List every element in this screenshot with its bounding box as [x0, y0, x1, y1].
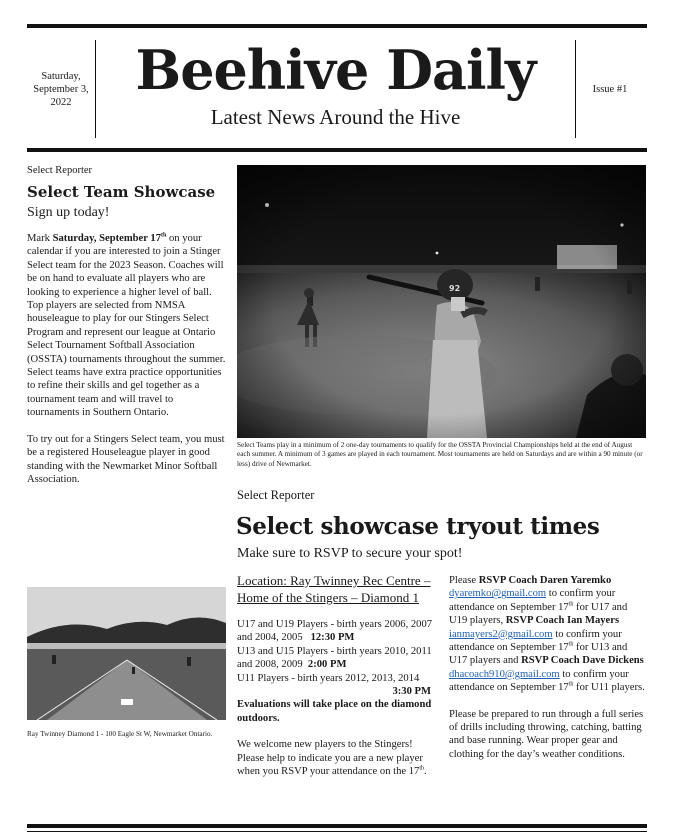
schedule-u17: U17 and U19 Players - birth years 2006, 2007 and 2004, 2005 12:30 PM [237, 619, 433, 644]
diamond-photo [27, 587, 226, 720]
schedule-list [237, 618, 437, 725]
welcome-paragraph: We welcome new players to the Stingers! Please help to indicate you are a new player when you RSVP your attendance on the 17th. [237, 739, 427, 778]
left-byline: Select Reporter [27, 165, 93, 176]
diamond-photo-caption: Ray Twinney Diamond 1 - 100 Eagle St W, Newmarket Ontario. [27, 730, 213, 738]
schedule-u13: U13 and U15 Players - birth years 2010, 2011 and 2008, 2009 2:00 PM [237, 645, 432, 671]
schedule-u11: U11 Players - birth years 2012, 2013, 2014 [237, 672, 420, 684]
date-line-3: 2022 [50, 97, 72, 108]
email-link-mayers[interactable]: ianmayers2@gmail.com [449, 628, 553, 640]
left-article [27, 164, 227, 486]
masthead-title: Beehive Daily [135, 38, 536, 102]
masthead-subtitle: Latest News Around the Hive [210, 105, 461, 129]
batter-photo-caption: Select Teams play in a minimum of 2 one-day tournaments to qualify for the OSSTA Provincial Championships held at the end of August each summer. A minimum of 3 games are played in each tournament. Most tournaments are held on Saturdays and are within a 90 minute (or less) drive of Newmarket. [237, 441, 643, 468]
evaluations-note: Evaluations will take place on the diamond outdoors. [237, 699, 432, 724]
footer-rule-thin [27, 831, 647, 832]
left-paragraph-1: Mark Saturday, September 17th on your calendar if you are interested to join a Stinger Select team for the 2023 Season. Coaches will be on hand to evaluate all players who are looking to experience a higher level of ball. Top players are selected from NMSA houseleague to play for our Stingers Select Program and represent our league at Ontario Select Tournament Softball Association (OSSTA) tournaments throughout the summer. Select teams have extra practice opportunities to refine their skills and gel together as a tournament team and will travel to tournaments in Southern Ontario. [27, 232, 226, 419]
issue-number: Issue #1 [592, 84, 628, 95]
masthead-bottom-rule [27, 148, 647, 152]
left-date-highlight: Saturday, September 17 [52, 233, 162, 244]
batter-photo [237, 165, 646, 438]
top-rule [27, 24, 647, 28]
date-line-2: September 3, [33, 84, 89, 95]
date-line-1: Saturday, [41, 71, 81, 82]
left-subhead: Sign up today! [27, 205, 110, 220]
batter-photo-image [237, 165, 646, 438]
masthead-divider-left [95, 40, 96, 138]
right-byline: Select Reporter [237, 488, 315, 502]
right-headline: Select showcase tryout times [236, 513, 600, 540]
email-link-dickens[interactable]: dhacoach910@gmail.com [449, 668, 560, 680]
rsvp-column [449, 574, 648, 761]
footer-rule-thick [27, 824, 647, 828]
rsvp-paragraph: Please RSVP Coach Daren Yaremko dyaremko@gmail.com to confirm your attendance on September 17th for U17 and U19 players, RSVP Coach Ian Mayers ianmayers2@gmail.com to confirm your attendance on September 17th for U13 and U17 players and RSVP Coach Dave Dickens dhacoach910@gmail.com to confirm your attendance on September 17th for U11 players. [449, 575, 645, 694]
diamond-photo-image [27, 587, 226, 720]
schedule-u11-time: 3:30 PM [392, 686, 431, 698]
schedule-column [237, 573, 437, 778]
masthead-divider-right [575, 40, 576, 138]
left-headline: Select Team Showcase [27, 183, 216, 201]
prepare-paragraph: Please be prepared to run through a full series of drills including throwing, catching, batting and base running. Wear proper gear and clothing for the day’s weather conditions. [449, 708, 644, 760]
location-heading: Location: Ray Twinney Rec Centre – Home of the Stingers – Diamond 1 [237, 573, 431, 605]
left-paragraph-2: To try out for a Stingers Select team, you must be a registered Houseleague player in good standing with the Newmarket Minor Softball Association. [27, 433, 225, 485]
email-link-yaremko[interactable]: dyaremko@gmail.com [449, 588, 547, 600]
right-subhead: Make sure to RSVP to secure your spot! [237, 546, 463, 561]
masthead-date [27, 70, 95, 109]
